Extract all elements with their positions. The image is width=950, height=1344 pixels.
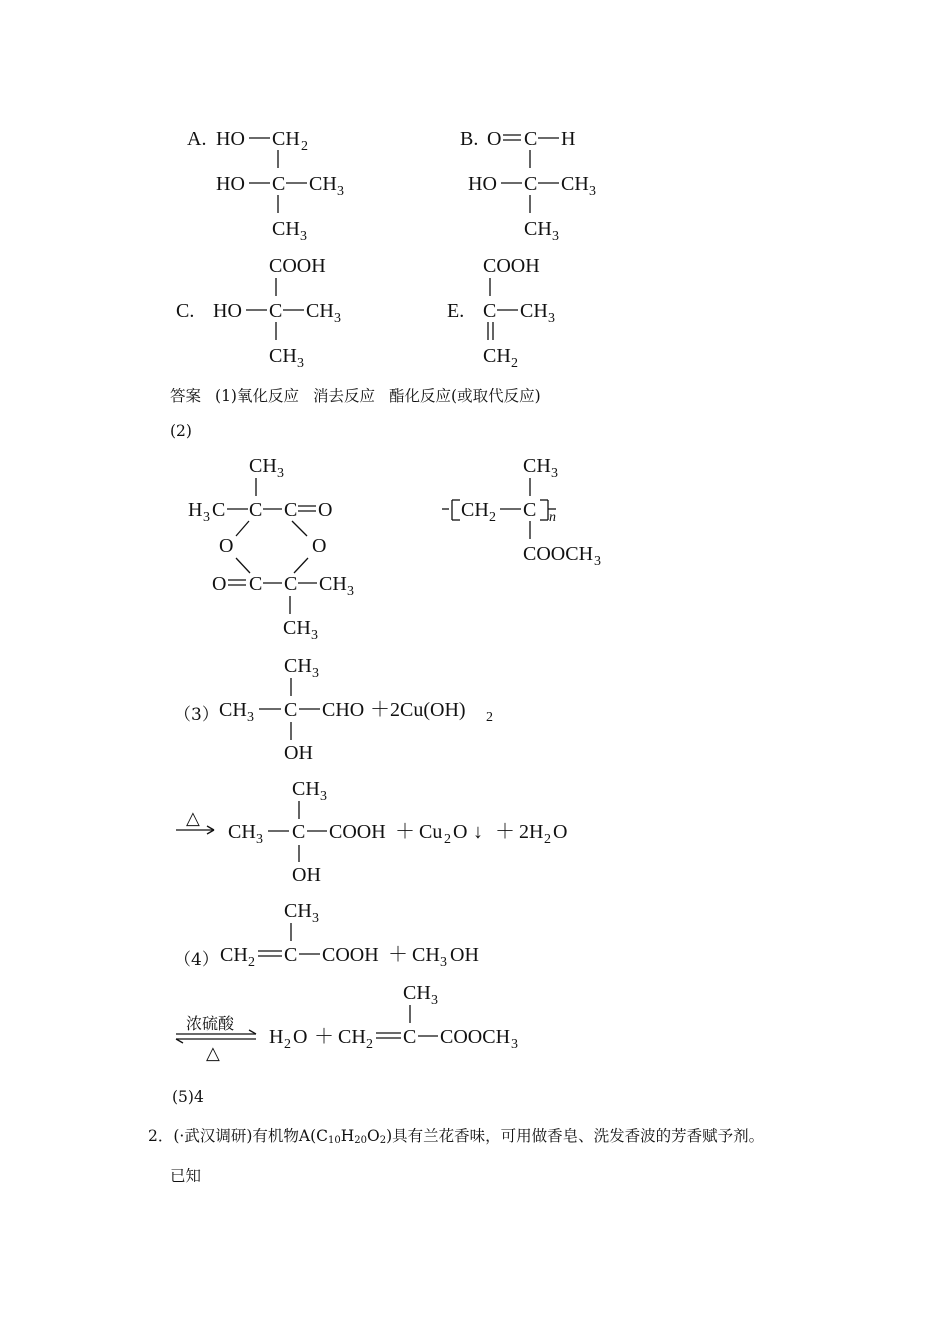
c-ch3-bottom: CH [269, 345, 297, 367]
reaction-3 [176, 655, 567, 886]
svg-text:3: 3 [511, 1037, 518, 1052]
svg-text:3: 3 [277, 466, 284, 481]
a-ho-top: HO [216, 128, 245, 150]
answer-part-3: （3） [174, 705, 219, 725]
svg-text:O: O [453, 821, 468, 843]
b-h: H [561, 128, 576, 150]
svg-text:O: O [553, 821, 568, 843]
svg-text:CH: CH [219, 699, 247, 721]
svg-text:CH: CH [220, 944, 248, 966]
svg-text:＋2Cu(OH): ＋2Cu(OH) [370, 699, 466, 721]
svg-text:CH: CH [249, 455, 277, 477]
svg-text:CH: CH [338, 1026, 366, 1048]
svg-text:3: 3 [440, 955, 447, 970]
b-ch3-bottom: CH [524, 218, 552, 240]
svg-text:3: 3 [334, 311, 341, 326]
svg-text:O: O [318, 499, 333, 521]
a-ch2: CH [272, 128, 300, 150]
answer-part-2: (2) [170, 422, 192, 440]
question-2-known: 已知 [170, 1167, 202, 1185]
svg-text:3: 3 [256, 832, 263, 847]
svg-text:3: 3 [297, 356, 304, 371]
e-cooh: COOH [483, 255, 540, 277]
e-ch3: CH [520, 300, 548, 322]
svg-text:2: 2 [444, 832, 451, 847]
svg-text:3: 3 [312, 911, 319, 926]
svg-text:3: 3 [203, 510, 210, 525]
svg-text:3: 3 [311, 628, 318, 643]
svg-text:3: 3 [594, 554, 601, 569]
svg-text:C: C [249, 573, 263, 595]
svg-text:C: C [249, 499, 263, 521]
svg-text:OH: OH [284, 742, 313, 764]
question-2: 2．(·武汉调研)有机物A(C10H20O2)具有兰花香味，可用做香皂、洗发香波的芳香赋予剂。 [148, 1127, 765, 1146]
c-ho: HO [213, 300, 242, 322]
svg-text:△: △ [186, 808, 200, 828]
option-b-label: B. [460, 128, 479, 150]
b-ch3-right: CH [561, 173, 589, 195]
option-e-label: E. [447, 300, 465, 322]
option-c-label: C. [176, 300, 195, 322]
svg-text:↓: ↓ [473, 821, 483, 843]
svg-text:2: 2 [544, 832, 551, 847]
svg-text:3: 3 [589, 184, 596, 199]
svg-text:COOH: COOH [322, 944, 379, 966]
svg-text:2: 2 [489, 510, 496, 525]
svg-text:OH: OH [450, 944, 479, 966]
svg-text:CH: CH [283, 617, 311, 639]
svg-text:OH: OH [292, 864, 321, 886]
svg-text:CH: CH [461, 499, 489, 521]
svg-text:CH: CH [403, 982, 431, 1004]
a-ch3-bottom: CH [272, 218, 300, 240]
svg-text:O: O [219, 535, 234, 557]
e-c: C [483, 300, 497, 322]
svg-text:CH: CH [228, 821, 256, 843]
c-c: C [269, 300, 283, 322]
answer-label: 答案 [170, 387, 202, 405]
a-ch3-right: CH [309, 173, 337, 195]
question-2-source: (·武汉调研) [173, 1127, 253, 1145]
option-a-structure [187, 128, 344, 244]
svg-text:CH: CH [319, 573, 347, 595]
svg-text:COOCH: COOCH [523, 543, 594, 565]
c-ch3-right: CH [306, 300, 334, 322]
svg-text:CH: CH [284, 900, 312, 922]
answer-part-5: (5)4 [172, 1088, 204, 1106]
question-2-number: 2． [148, 1127, 174, 1145]
b-c: C [524, 173, 538, 195]
answer-part-4: （4） [174, 950, 219, 970]
option-c-structure [176, 255, 341, 371]
svg-text:C: C [284, 573, 298, 595]
svg-text:2: 2 [284, 1037, 291, 1052]
svg-text:O: O [212, 573, 227, 595]
polymer-structure [442, 455, 601, 569]
svg-text:＋: ＋ [314, 1026, 334, 1048]
b-c-top: C [524, 128, 538, 150]
svg-text:2: 2 [366, 1037, 373, 1052]
svg-text:CH: CH [523, 455, 551, 477]
svg-text:C: C [284, 699, 298, 721]
svg-text:△: △ [206, 1043, 220, 1063]
svg-text:C: C [523, 499, 537, 521]
svg-text:H: H [188, 499, 203, 521]
svg-text:3: 3 [312, 666, 319, 681]
svg-text:CH: CH [284, 655, 312, 677]
b-ho: HO [468, 173, 497, 195]
c-cooh: COOH [269, 255, 326, 277]
svg-text:3: 3 [300, 229, 307, 244]
svg-text:3: 3 [347, 584, 354, 599]
svg-text:2: 2 [511, 356, 518, 371]
e-ch2: CH [483, 345, 511, 367]
svg-text:3: 3 [431, 993, 438, 1008]
svg-text:Cu: Cu [419, 821, 443, 843]
svg-text:CHO: CHO [322, 699, 365, 721]
svg-text:3: 3 [337, 184, 344, 199]
svg-text:C: C [403, 1026, 417, 1048]
svg-text:3: 3 [247, 710, 254, 725]
svg-text:＋: ＋ [495, 821, 515, 843]
svg-text:C: C [284, 499, 298, 521]
svg-text:n: n [549, 510, 556, 525]
cyclic-diester-structure [188, 455, 354, 643]
svg-text:3: 3 [551, 466, 558, 481]
svg-text:CH: CH [292, 778, 320, 800]
svg-text:3: 3 [320, 789, 327, 804]
option-e-structure [447, 255, 555, 371]
reaction-4 [176, 900, 518, 1063]
svg-text:2: 2 [486, 710, 493, 725]
svg-text:3: 3 [552, 229, 559, 244]
svg-text:2: 2 [248, 955, 255, 970]
svg-text:O: O [293, 1026, 308, 1048]
svg-text:C: C [284, 944, 298, 966]
svg-text:CH: CH [412, 944, 440, 966]
svg-text:浓硫酸: 浓硫酸 [186, 1016, 235, 1033]
svg-text:COOH: COOH [329, 821, 386, 843]
svg-text:C: C [212, 499, 226, 521]
b-o: O [487, 128, 502, 150]
svg-text:COOCH: COOCH [440, 1026, 511, 1048]
answer-line-1: 答案 (1)氧化反应 消去反应 酯化反应(或取代反应) [170, 387, 541, 405]
option-b-structure [460, 128, 596, 244]
svg-text:＋: ＋ [388, 944, 408, 966]
svg-text:O: O [312, 535, 327, 557]
svg-text:H: H [269, 1026, 284, 1048]
svg-text:2H: 2H [519, 821, 544, 843]
a-ho: HO [216, 173, 245, 195]
svg-text:3: 3 [548, 311, 555, 326]
svg-text:C: C [292, 821, 306, 843]
option-a-label: A. [187, 128, 207, 150]
svg-text:＋: ＋ [395, 821, 415, 843]
a-c: C [272, 173, 286, 195]
svg-text:2: 2 [301, 139, 308, 154]
